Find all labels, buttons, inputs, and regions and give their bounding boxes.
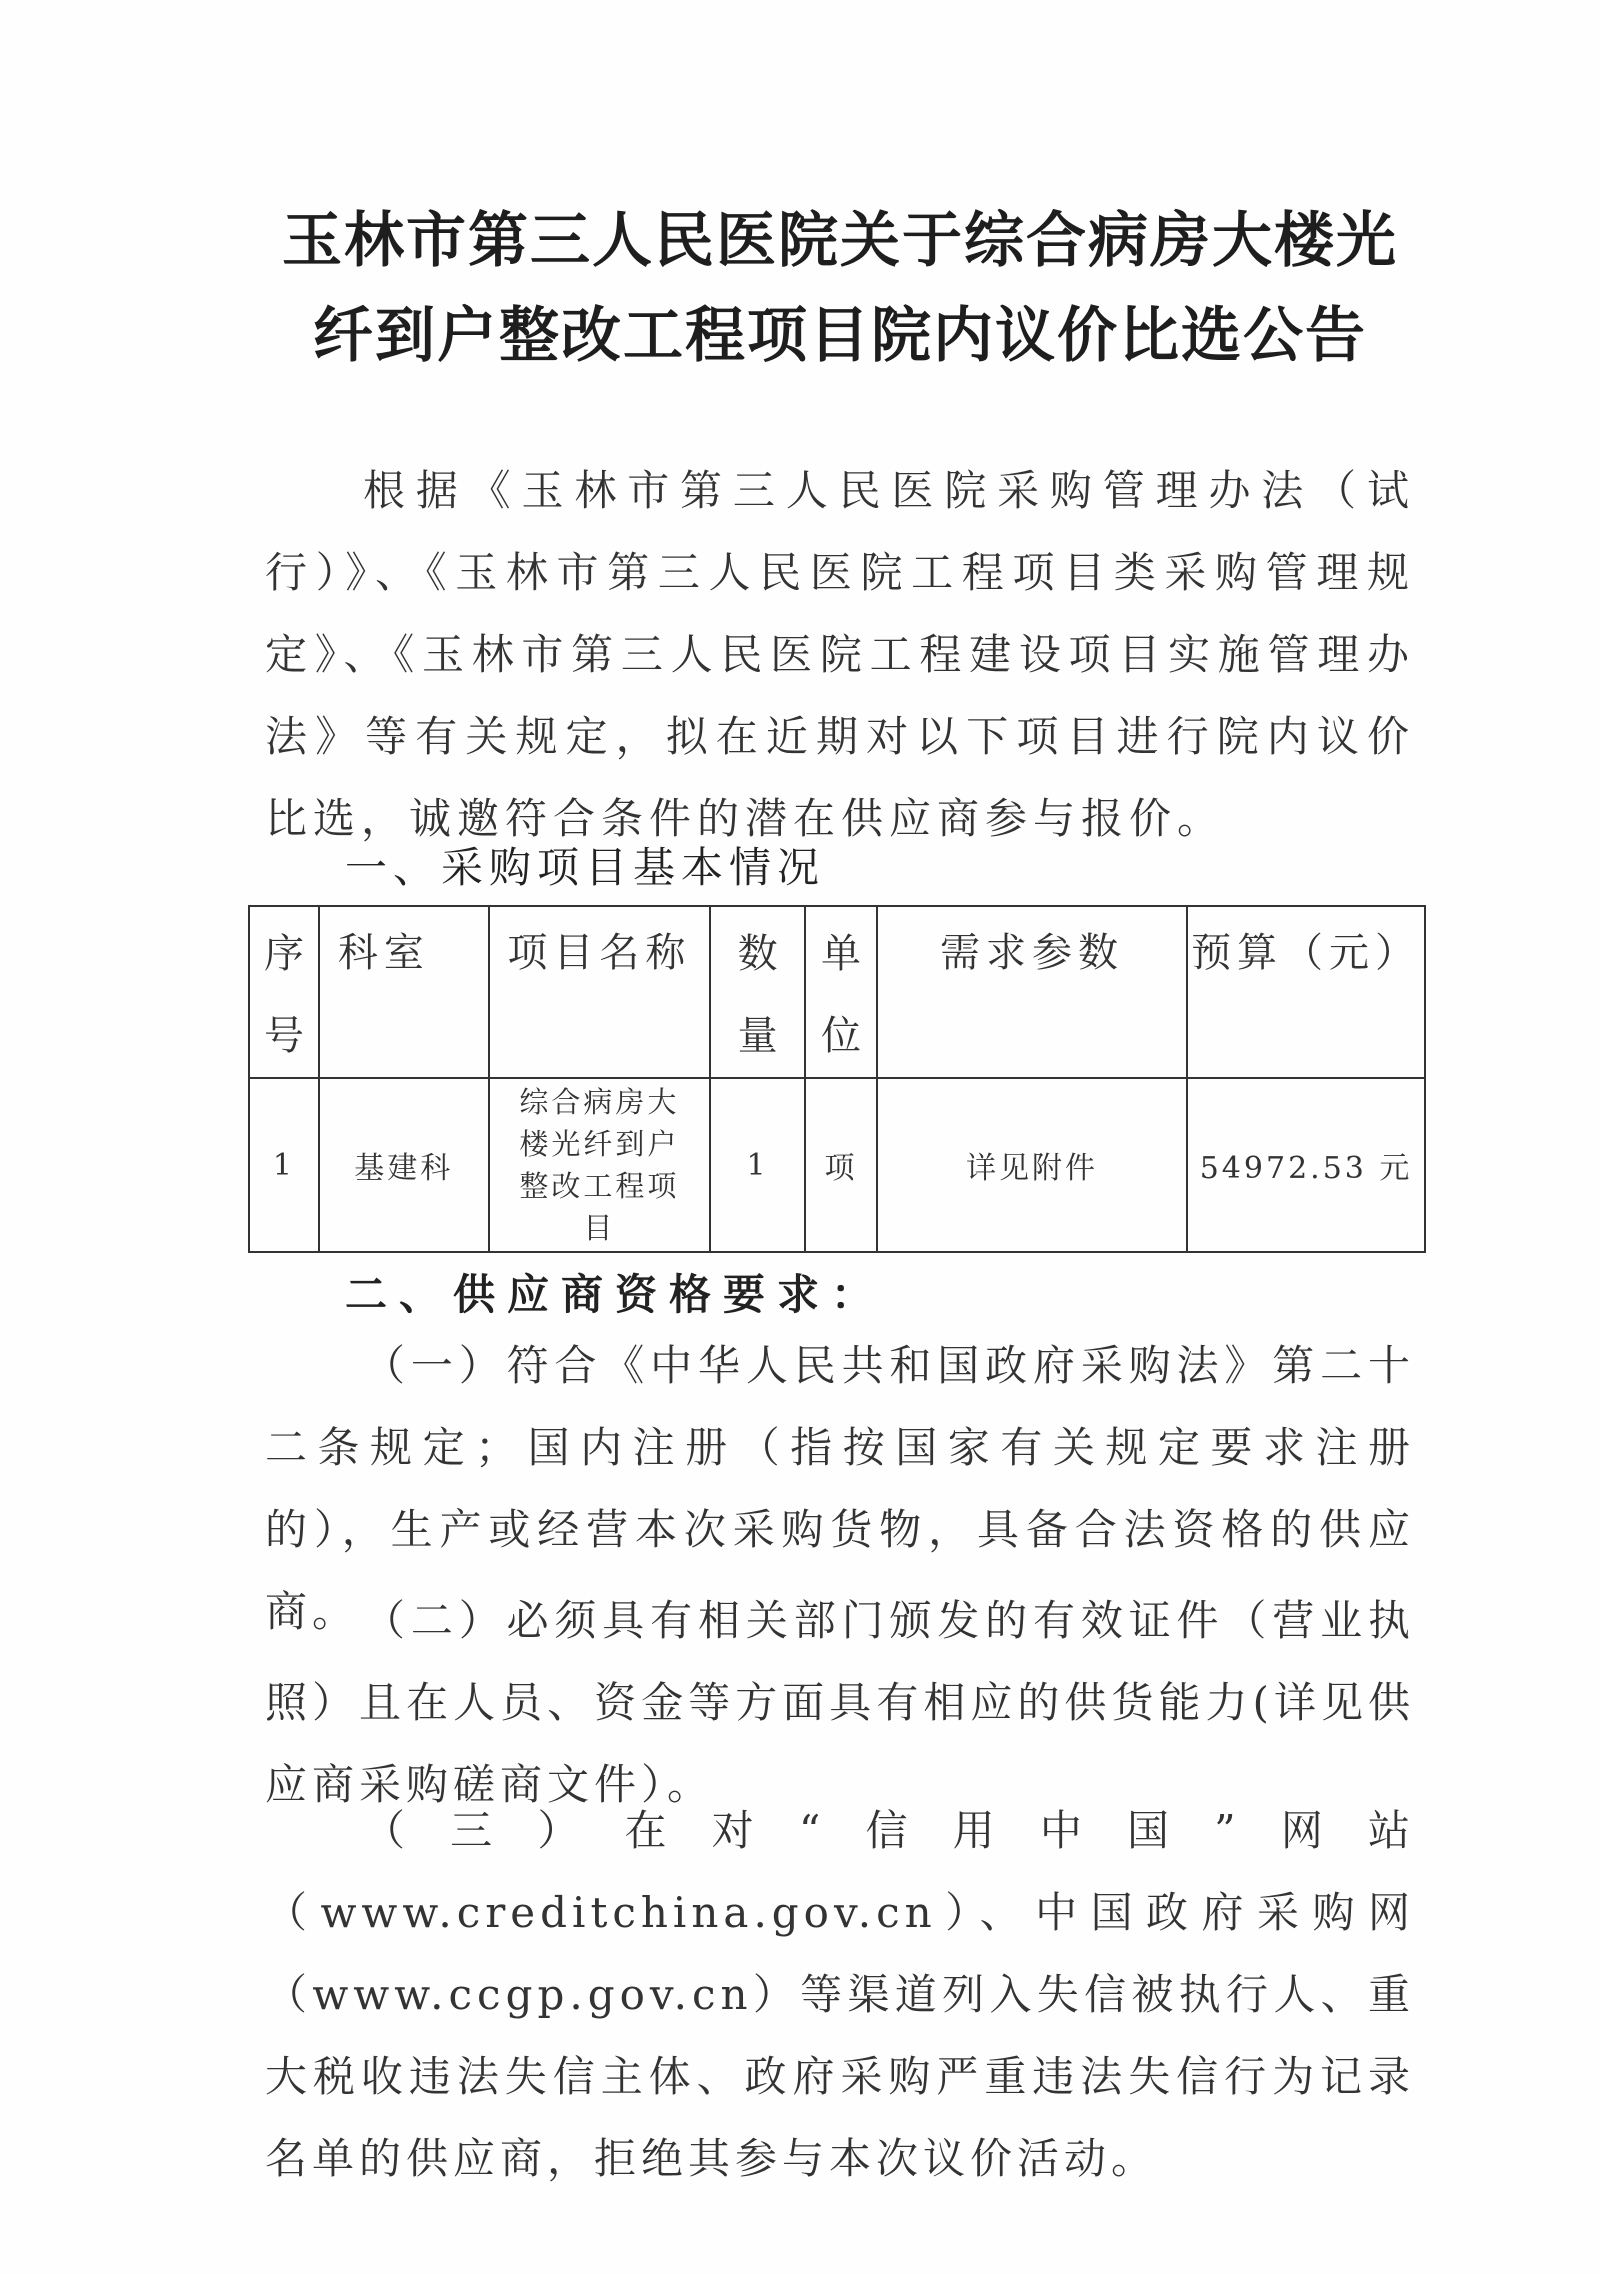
header-spec: 需求参数 xyxy=(877,906,1187,1078)
cell-dept: 基建科 xyxy=(319,1078,489,1252)
cell-seq: 1 xyxy=(249,1078,319,1252)
cell-project: 综合病房大楼光纤到户整改工程项目 xyxy=(489,1078,711,1252)
header-unit: 单位 xyxy=(805,906,877,1078)
intro-paragraph: 根据《玉林市第三人民医院采购管理办法（试行）》、《玉林市第三人民医院工程项目类采购管理规定》、《玉林市第三人民医院工程建设项目实施管理办法》等有关规定，拟在近期对以下项目进行院内议价比选，诚邀符合条件的潜在供应商参与报价。 xyxy=(265,466,1415,843)
table-row xyxy=(249,1078,1425,1252)
section-1-heading: 一、采购项目基本情况 xyxy=(345,843,826,892)
section-2-heading: 二、供应商资格要求： xyxy=(345,1270,886,1319)
table-header-row xyxy=(249,906,1425,1078)
document-title-line-2: 纤到户整改工程项目院内议价比选公告 xyxy=(313,301,1367,371)
qualification-item-3: （三）在对“信用中国”网站（www.creditchina.gov.cn）、中国政府采购网（www.ccgp.gov.cn）等渠道列入失信被执行人、重大税收违法失信主体、政府采购严重违法失信行为记录名单的供应商，拒绝其参与本次议价活动。 xyxy=(265,1806,1415,2183)
document-title-line-1: 玉林市第三人民医院关于综合病房大楼光 xyxy=(282,206,1398,276)
procurement-table xyxy=(248,905,1426,1253)
cell-spec: 详见附件 xyxy=(877,1078,1187,1252)
cell-unit: 项 xyxy=(805,1078,877,1252)
qualification-item-2: （二）必须具有相关部门颁发的有效证件（营业执照）且在人员、资金等方面具有相应的供货能力(详见供应商采购磋商文件）。 xyxy=(265,1596,1415,1809)
cell-budget: 54972.53 元 xyxy=(1187,1078,1425,1252)
header-seq: 序号 xyxy=(249,906,319,1078)
cell-qty: 1 xyxy=(710,1078,805,1252)
header-qty: 数量 xyxy=(710,906,805,1078)
header-budget: 预算（元） xyxy=(1187,906,1425,1078)
header-dept: 科室 xyxy=(319,906,489,1078)
header-project: 项目名称 xyxy=(489,906,711,1078)
qualification-item-1: （一）符合《中华人民共和国政府采购法》第二十二条规定；国内注册（指按国家有关规定要求注册的），生产或经营本次采购货物，具备合法资格的供应商。 xyxy=(265,1341,1415,1636)
